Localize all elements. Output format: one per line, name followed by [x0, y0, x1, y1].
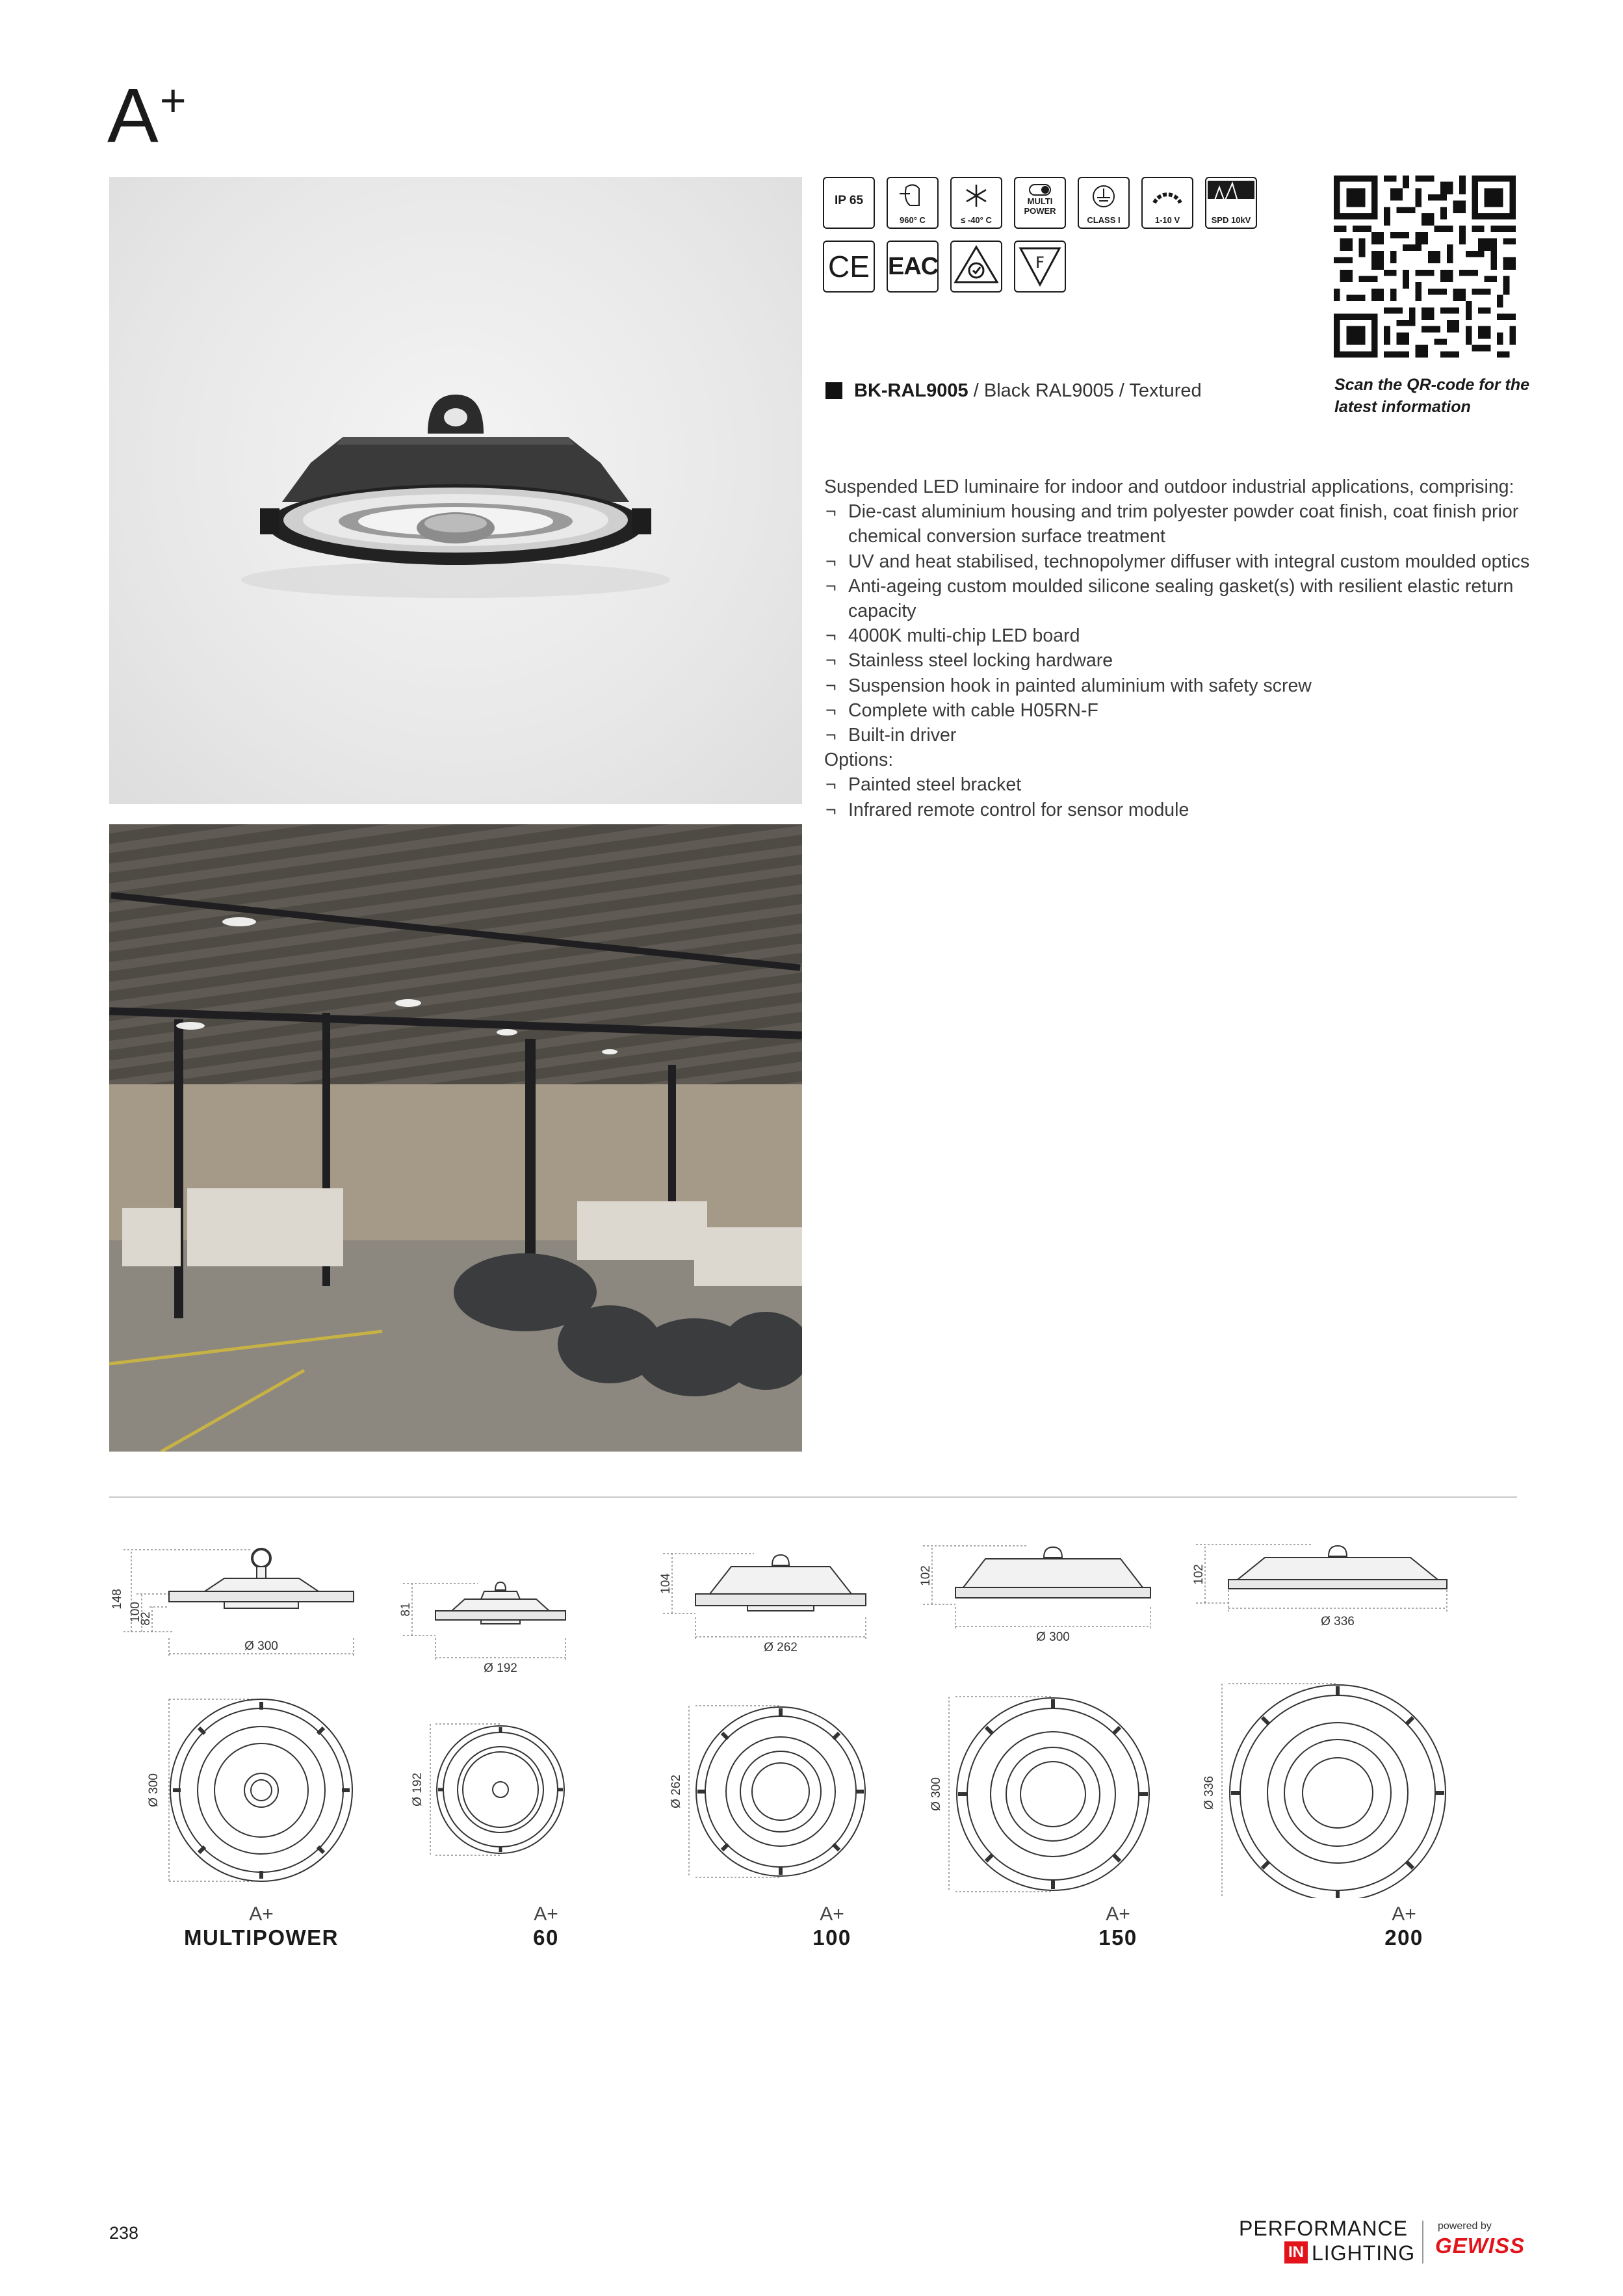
- eac-mark-icon: EAC: [887, 241, 939, 293]
- product-photo: [109, 177, 802, 804]
- svg-text:82: 82: [139, 1611, 153, 1626]
- svg-text:Ø 300: Ø 300: [1036, 1630, 1070, 1644]
- list-item: ¬ Infrared remote control for sensor module: [824, 798, 1552, 822]
- description-intro: Suspended LED luminaire for indoor and outdoor industrial applications, comprising:: [824, 476, 1514, 497]
- class-i-icon: CLASS I: [1078, 177, 1130, 229]
- finish-color: BK-RAL9005 / Black RAL9005 / Textured: [825, 380, 1202, 402]
- rcm-mark-icon: [950, 241, 1002, 293]
- low-temperature-icon: ≤ -40° C: [950, 177, 1002, 229]
- list-item: ¬ Die-cast aluminium housing and trim polyester powder coat finish, coat finish prior chemical conversion surface treatment: [824, 499, 1552, 549]
- svg-text:Ø 300: Ø 300: [244, 1639, 278, 1653]
- model-label-200: A+ 200: [1384, 1903, 1423, 1950]
- qr-caption: Scan the QR-code for the latest information: [1334, 376, 1530, 416]
- svg-text:148: 148: [110, 1589, 124, 1610]
- svg-text:Ø 336: Ø 336: [1321, 1615, 1355, 1628]
- brand-divider: [1422, 2221, 1423, 2263]
- multipower-icon: MULTI POWER: [1014, 177, 1066, 229]
- svg-text:Ø 300: Ø 300: [929, 1777, 943, 1811]
- drawing-60: [399, 1582, 565, 1855]
- brand-logo: PERFORMANCE IN LIGHTING powered by GEWISS: [1239, 2217, 1526, 2265]
- page-title: A+: [107, 73, 188, 159]
- ip-rating-icon: IP 65: [823, 177, 875, 229]
- svg-text:F: F: [1035, 254, 1045, 272]
- list-item: ¬ UV and heat stabilised, technopolymer diffuser with integral custom moulded optics: [824, 549, 1552, 574]
- technical-drawings: [104, 1534, 1534, 1898]
- drawing-200: [1192, 1545, 1447, 1898]
- gewiss-logo: GEWISS: [1435, 2234, 1526, 2258]
- drawing-100: [659, 1554, 866, 1877]
- model-label-150: A+ 150: [1098, 1903, 1137, 1950]
- feature-icons: [823, 177, 1278, 235]
- list-item: ¬ Stainless steel locking hardware: [824, 648, 1552, 673]
- svg-text:Ø 262: Ø 262: [669, 1775, 683, 1808]
- section-divider: [109, 1496, 1517, 1498]
- warehouse-photo: [109, 824, 802, 1452]
- drawing-150: [919, 1546, 1150, 1892]
- in-badge: IN: [1284, 2241, 1308, 2263]
- list-item: ¬ Anti-ageing custom moulded silicone sealing gasket(s) with resilient elastic return capacity: [824, 574, 1552, 623]
- product-description: [824, 475, 1552, 822]
- svg-text:100: 100: [129, 1602, 142, 1623]
- certification-marks: [823, 241, 1096, 299]
- svg-text:81: 81: [399, 1602, 413, 1617]
- list-item: ¬ Suspension hook in painted aluminium with safety screw: [824, 673, 1552, 698]
- f-mark-icon: [1014, 241, 1066, 293]
- model-label-60: A+ 60: [533, 1903, 559, 1950]
- svg-text:102: 102: [1192, 1564, 1206, 1585]
- qr-code[interactable]: [1334, 176, 1516, 358]
- svg-text:Ø 262: Ø 262: [764, 1641, 798, 1654]
- svg-text:102: 102: [919, 1565, 933, 1586]
- glow-wire-icon: 960° C: [887, 177, 939, 229]
- surge-protection-icon: SPD 10kV: [1205, 177, 1257, 229]
- drawing-multipower: [110, 1549, 354, 1881]
- svg-text:Ø 192: Ø 192: [484, 1662, 517, 1675]
- options-label: Options:: [824, 750, 894, 771]
- list-item: ¬ Built-in driver: [824, 723, 1552, 748]
- model-label-multipower: A+ MULTIPOWER: [183, 1903, 339, 1950]
- options-list: [824, 772, 1552, 822]
- svg-text:Ø 336: Ø 336: [1202, 1776, 1216, 1810]
- dimming-icon: 1-10 V: [1141, 177, 1193, 229]
- model-label-100: A+ 100: [812, 1903, 851, 1950]
- list-item: ¬ 4000K multi-chip LED board: [824, 623, 1552, 648]
- list-item: ¬ Painted steel bracket: [824, 772, 1552, 797]
- page-number: 238: [109, 2223, 139, 2243]
- svg-text:Ø 192: Ø 192: [411, 1773, 424, 1807]
- svg-text:104: 104: [659, 1573, 673, 1594]
- color-swatch: [825, 382, 842, 399]
- ce-mark-icon: CE: [823, 241, 875, 293]
- list-item: ¬ Complete with cable H05RN-F: [824, 698, 1552, 723]
- feature-list: [824, 499, 1552, 748]
- svg-text:Ø 300: Ø 300: [147, 1773, 161, 1807]
